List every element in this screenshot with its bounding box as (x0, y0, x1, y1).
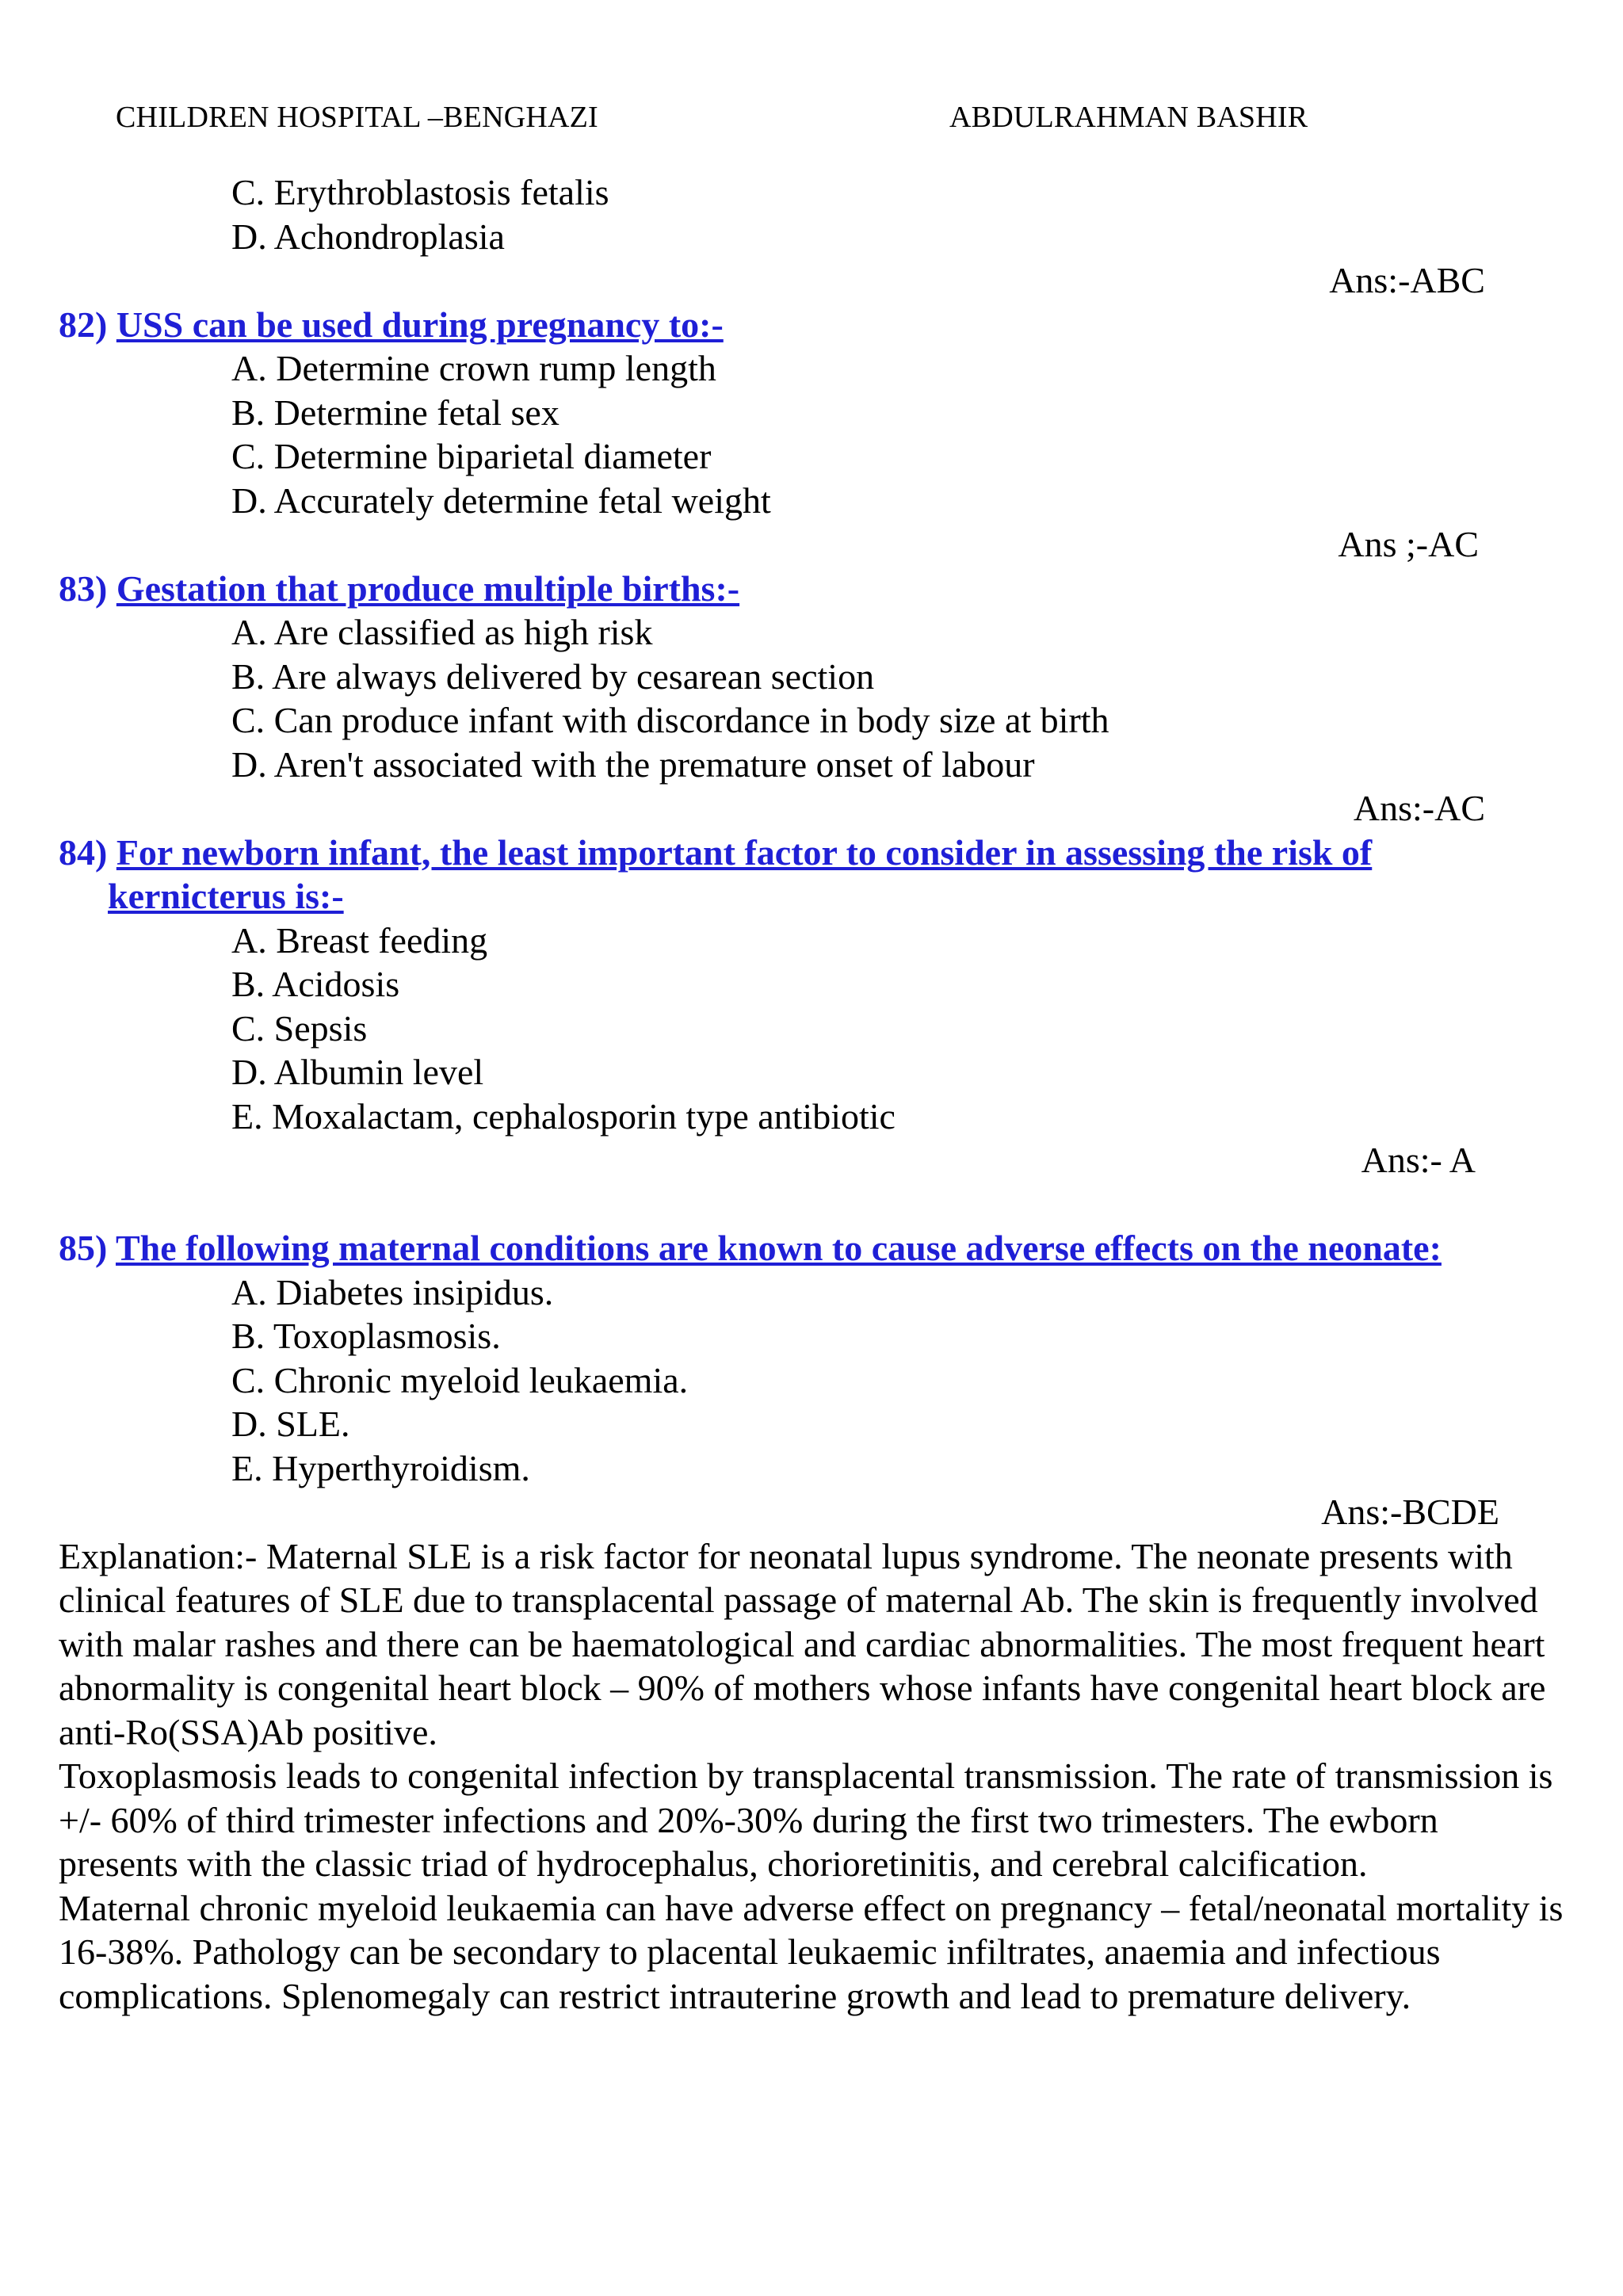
option-a: A. Diabetes insipidus. (231, 1271, 554, 1312)
question-text: For newborn infant, the least important factor to consider in assessing the risk of (116, 831, 1373, 873)
answer: Ans ;-AC (1338, 524, 1479, 564)
question-text: USS can be used during pregnancy to:- (116, 304, 724, 345)
question-text-continued: kernicterus is:- (108, 876, 344, 916)
header-hospital: CHILDREN HOSPITAL –BENGHAZI (116, 101, 598, 134)
option-c: C. Chronic myeloid leukaemia. (231, 1359, 689, 1400)
page-content (59, 170, 1564, 2018)
option-b: B. Acidosis (231, 964, 400, 1004)
answer: Ans:-AC (1353, 788, 1485, 828)
option-d: D. Albumin level (231, 1052, 484, 1092)
answer: Ans:-BCDE (1321, 1492, 1499, 1532)
option-d: D. Accurately determine fetal weight (231, 479, 771, 521)
option-d: D. Aren't associated with the premature onset of labour (231, 743, 1035, 785)
option-c: C. Can produce infant with discordance in body size at birth (231, 700, 1109, 740)
question-84 (59, 831, 1564, 875)
option-a: A. Breast feeding (231, 919, 488, 961)
question-text: The following maternal conditions are known to cause adverse effects on the neonate: (116, 1228, 1442, 1268)
explanation-toxoplasmosis: Toxoplasmosis leads to congenital infection by transplacental transmission. The rate of transmission is +/- 60% of third trimester infections and 20%-30% during the first two trimesters. The ewborn presents with the classic triad of hydrocephalus, chorioretinitis, and cerebral calcification. (59, 1755, 1553, 1884)
option-a: A. Are classified as high risk (231, 612, 653, 652)
answer: Ans:-ABC (1329, 260, 1485, 300)
option-d: D. SLE. (231, 1404, 350, 1444)
option-c: C. Determine biparietal diameter (231, 436, 712, 476)
question-82 (59, 303, 1564, 347)
header-author: ABDULRAHMAN BASHIR (949, 101, 1308, 134)
option-e: E. Hyperthyroidism. (231, 1447, 530, 1488)
question-number: 84) (59, 831, 108, 873)
option-c: C. Erythroblastosis fetalis (231, 172, 609, 212)
option-b: B. Determine fetal sex (231, 392, 559, 433)
option-e: E. Moxalactam, cephalosporin type antibiotic (231, 1095, 896, 1137)
question-83 (59, 567, 1564, 611)
option-b: B. Toxoplasmosis. (231, 1316, 501, 1356)
explanation (59, 1534, 1564, 2019)
question-text: Gestation that produce multiple births:- (116, 567, 740, 609)
answer: Ans:- A (1361, 1140, 1476, 1180)
option-a: A. Determine crown rump length (231, 348, 716, 388)
question-85 (59, 1226, 1564, 1270)
option-c: C. Sepsis (231, 1007, 368, 1049)
explanation-sle: Explanation:- Maternal SLE is a risk factor for neonatal lupus syndrome. The neonate presents with clinical features of SLE due to transplacental passage of maternal Ab. The skin is frequently involved with malar rashes and there can be haematological and cardiac abnormalities. The most frequent heart abnormality is congenital heart block – 90% of mothers whose infants have congenital heart block are anti-Ro(SSA)Ab positive. (59, 1535, 1546, 1752)
spacer (59, 1182, 1564, 1227)
option-d: D. Achondroplasia (231, 216, 505, 257)
explanation-cml: Maternal chronic myeloid leukaemia can have adverse effect on pregnancy – fetal/neonatal mortality is 16-38%. Pathology can be secondary to placental leukaemic infiltrates, anaemia and infectious complications. Splenomegaly can restrict intrauterine growth and lead to premature delivery. (59, 1887, 1564, 2016)
option-b: B. Are always delivered by cesarean section (231, 655, 875, 697)
question-number: 85) (59, 1228, 108, 1268)
question-number: 83) (59, 567, 108, 609)
question-number: 82) (59, 304, 108, 345)
